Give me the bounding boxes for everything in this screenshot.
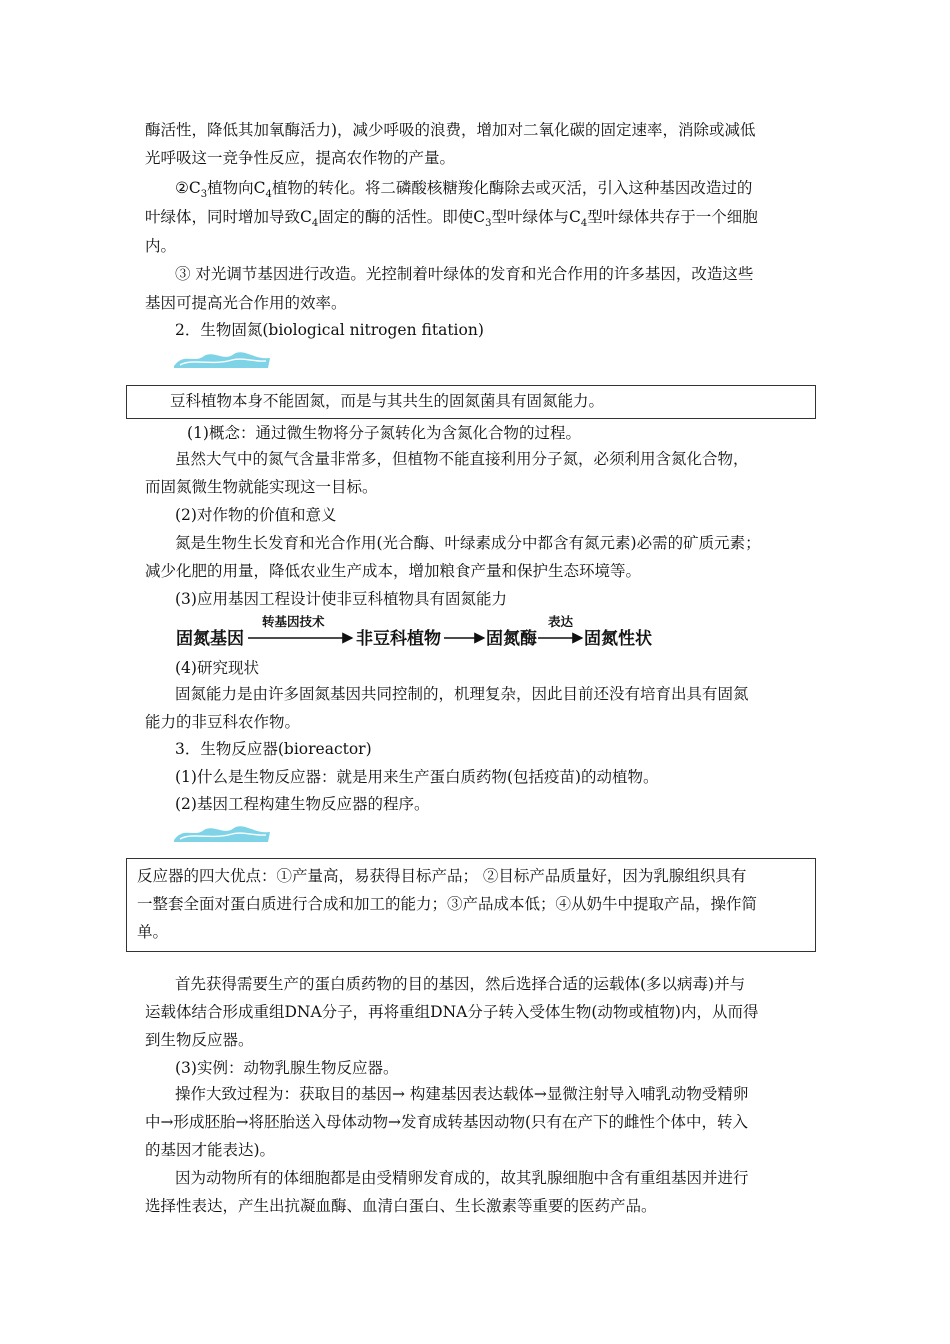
advantages-text: 一整套全面对蛋白质进行合成和加工的能力；③产品成本低；④从奶牛中提取产品，操作简 [137,895,758,913]
paragraph-line: (3)应用基因工程设计使非豆科植物具有固氮能力 [175,590,507,608]
paragraph-line: ③ 对光调节基因进行改造。光控制着叶绿体的发育和光合作用的许多基因，改造这些 [175,265,754,283]
paragraph-line: (3)实例：动物乳腺生物反应器。 [175,1059,399,1077]
paragraph-line: 光呼吸这一竞争性反应，提高农作物的产量。 [145,149,456,167]
section-heading: 2．生物固氮(biological nitrogen fitation) [175,321,484,339]
paragraph-line: 中→形成胚胎→将胚胎送入母体动物→发育成转基因动物(只有在产下的雌性个体中，转入 [145,1113,749,1131]
advantages-text: 反应器的四大优点：①产量高，易获得目标产品； ②目标产品质量好，因为乳腺组织具有 [137,867,747,885]
paragraph-line: 减少化肥的用量，降低农业生产成本，增加粮食产量和保护生态环境等。 [145,562,642,580]
section-heading: 3．生物反应器(bioreactor) [175,740,372,758]
flow-node-gene: 固氮基因 [176,629,244,649]
paragraph-line: (4)研究现状 [175,659,259,677]
paragraph-line: 操作大致过程为：获取目的基因→ 构建基因表达载体→显微注射导入哺乳动物受精卵 [175,1085,749,1103]
flow-arrow-label-express: 表达 [548,614,574,629]
paragraph-line: 基因可提高光合作用的效率。 [145,294,347,312]
paragraph-line: 首先获得需要生产的蛋白质药物的目的基因，然后选择合适的运载体(多以病毒)并与 [175,975,746,993]
paragraph-line: 的基因才能表达)。 [145,1141,276,1159]
paragraph-line: 叶绿体，同时增加导致$C_4$固定的酶的活性。即使$C_3$型叶绿体与$C_4$型叶绿体共存于一个细胞 [145,208,758,230]
paragraph-line: (1)什么是生物反应器：就是用来生产蛋白质药物(包括疫苗)的动植物。 [175,768,659,786]
flow-node-enzyme: 固氮酶 [486,629,537,649]
paragraph-line: 到生物反应器。 [145,1031,254,1049]
paragraph-line: 而固氮微生物就能实现这一目标。 [145,478,378,496]
paragraph-line: 能力的非豆科农作物。 [145,713,301,731]
note-box [126,385,816,419]
paragraph-line: (2)基因工程构建生物反应器的程序。 [175,795,430,813]
paragraph-line: $②C_3$植物向$C_4$植物的转化。将二磷酸核糖羧化酶除去或灭活，引入这种基因改造过的 [175,179,753,201]
decorative-logo-icon [172,348,272,370]
flow-node-trait: 固氮性状 [584,629,652,649]
paragraph-line: 内。 [145,237,177,255]
paragraph-line: 因为动物所有的体细胞都是由受精卵发育成的，故其乳腺细胞中含有重组基因并进行 [175,1169,749,1187]
advantages-text: 单。 [137,923,169,941]
paragraph-line: (1)概念：通过微生物将分子氮转化为含氮化合物的过程。 [187,424,581,442]
paragraph-line: 酶活性，降低其加氧酶活力)，减少呼吸的浪费，增加对二氧化碳的固定速率，消除或减低 [145,121,756,139]
paragraph-line: 运载体结合形成重组DNA分子，再将重组DNA分子转入受体生物(动物或植物)内，从而得 [145,1003,759,1021]
note-text: 豆科植物本身不能固氮，而是与其共生的固氮菌具有固氮能力。 [170,392,605,410]
advantages-box [126,858,816,952]
paragraph-line: 氮是生物生长发育和光合作用(光合酶、叶绿素成分中都含有氮元素)必需的矿质元素； [175,534,761,552]
paragraph-line: 固氮能力是由许多固氮基因共同控制的，机理复杂，因此目前还没有培育出具有固氮 [175,685,749,703]
flow-arrow-label-transgenic: 转基因技术 [262,614,325,629]
paragraph-line: 选择性表达，产生出抗凝血酶、血清白蛋白、生长激素等重要的医药产品。 [145,1197,657,1215]
process-flow-diagram [172,614,732,654]
flow-node-plant: 非豆科植物 [356,629,441,649]
paragraph-line: 虽然大气中的氮气含量非常多，但植物不能直接利用分子氮，必须利用含氮化合物， [175,450,749,468]
decorative-logo-icon [172,822,272,844]
paragraph-line: (2)对作物的价值和意义 [175,506,337,524]
